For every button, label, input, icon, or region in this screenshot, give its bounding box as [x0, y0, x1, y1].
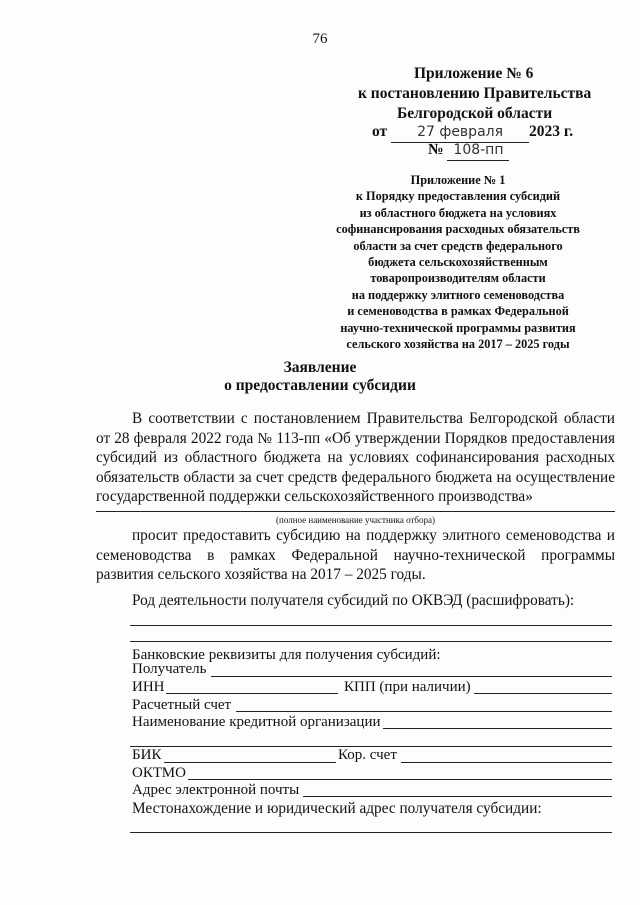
- appendix1-line: софинансирования расходных обязательств: [336, 222, 580, 237]
- kpp-label: КПП (при наличии): [344, 679, 471, 695]
- address-label: Местонахождение и юридический адрес получателя субсидии:: [132, 800, 542, 817]
- document-subtitle: о предоставлении субсидии: [224, 377, 416, 394]
- credit-org-field[interactable]: [383, 728, 612, 729]
- bank-heading: Банковские реквизиты для получения субсидий:: [132, 647, 441, 663]
- appendix1-line: к Порядку предоставления субсидий: [355, 189, 561, 204]
- number-handwritten: 108-пп: [453, 142, 504, 158]
- appendix1-line: Приложение № 1: [410, 173, 506, 187]
- account-field[interactable]: [236, 711, 612, 712]
- kpp-field[interactable]: [474, 693, 612, 694]
- recipient-field[interactable]: [211, 676, 612, 677]
- appendix6-number-line: [428, 140, 509, 161]
- appendix6-subtitle: к постановлению Правительства: [358, 85, 592, 102]
- okved-label: Род деятельности получателя субсидий по ОКВЭД (расшифровать):: [132, 592, 575, 609]
- appendix1-line: и семеноводства в рамках Федеральной: [347, 304, 569, 319]
- request-text: просит предоставить субсидию на поддержку элитного семеноводства и семеноводства в рамках Федеральной научно-технической программы развития сельского хозяйства на 2017 – 2025 годы.: [96, 527, 615, 583]
- appendix1-line: области за счет средств федерального: [353, 238, 563, 253]
- oktmo-field[interactable]: [188, 779, 612, 780]
- inn-label: ИНН: [132, 679, 165, 695]
- corr-account-label: Кор. счет: [338, 747, 397, 763]
- inn-field[interactable]: [166, 693, 338, 694]
- participant-name-line[interactable]: [96, 511, 615, 512]
- appendix6-title: Приложение № 6: [414, 65, 534, 82]
- corr-account-field[interactable]: [401, 762, 612, 763]
- number-prefix: №: [428, 141, 444, 158]
- date-handwritten: 27 февраля: [417, 124, 504, 140]
- participant-caption: (полное наименование участника отбора): [276, 515, 435, 525]
- intro-paragraph: [96, 409, 615, 507]
- recipient-label: Получатель: [132, 661, 207, 677]
- credit-org-label: Наименование кредитной организации: [132, 714, 381, 730]
- intro-text: В соответствии с постановлением Правительства Белгородской области от 28 февраля 2022 года № 113-пп «Об утверждении Порядков предоставления субсидий из областного бюджета на условиях софинансирования расходных обязательств области за счет средств федерального бюджета на осуществление государственной поддержки сельскохозяйственного производства»: [96, 410, 615, 505]
- appendix1-line: бюджета сельскохозяйственным: [368, 255, 548, 270]
- appendix1-line: из областного бюджета на условиях: [359, 205, 557, 220]
- page-number: 76: [312, 31, 328, 47]
- account-label: Расчетный счет: [132, 697, 232, 713]
- appendix6-region: Белгородской области: [397, 105, 553, 122]
- appendix1-block: [308, 172, 608, 352]
- oktmo-label: ОКТМО: [132, 765, 186, 781]
- email-field[interactable]: [303, 796, 612, 797]
- bik-label: БИК: [132, 747, 162, 763]
- appendix1-line: сельского хозяйства на 2017 – 2025 годы: [346, 337, 570, 352]
- request-paragraph: [96, 526, 615, 585]
- appendix1-line: товаропроизводителям области: [370, 271, 546, 286]
- number-field: [447, 140, 509, 161]
- address-field[interactable]: [130, 832, 612, 833]
- okved-line-1[interactable]: [130, 625, 612, 626]
- appendix1-line: на поддержку элитного семеноводства: [351, 287, 565, 302]
- date-year: 2023 г.: [529, 123, 574, 140]
- bik-field[interactable]: [164, 762, 336, 763]
- date-prefix: от: [372, 123, 388, 140]
- appendix1-line: научно-технической программы развития: [340, 320, 576, 335]
- document-title: Заявление: [283, 359, 357, 376]
- email-label: Адрес электронной почты: [132, 782, 300, 798]
- okved-line-2[interactable]: [130, 641, 612, 642]
